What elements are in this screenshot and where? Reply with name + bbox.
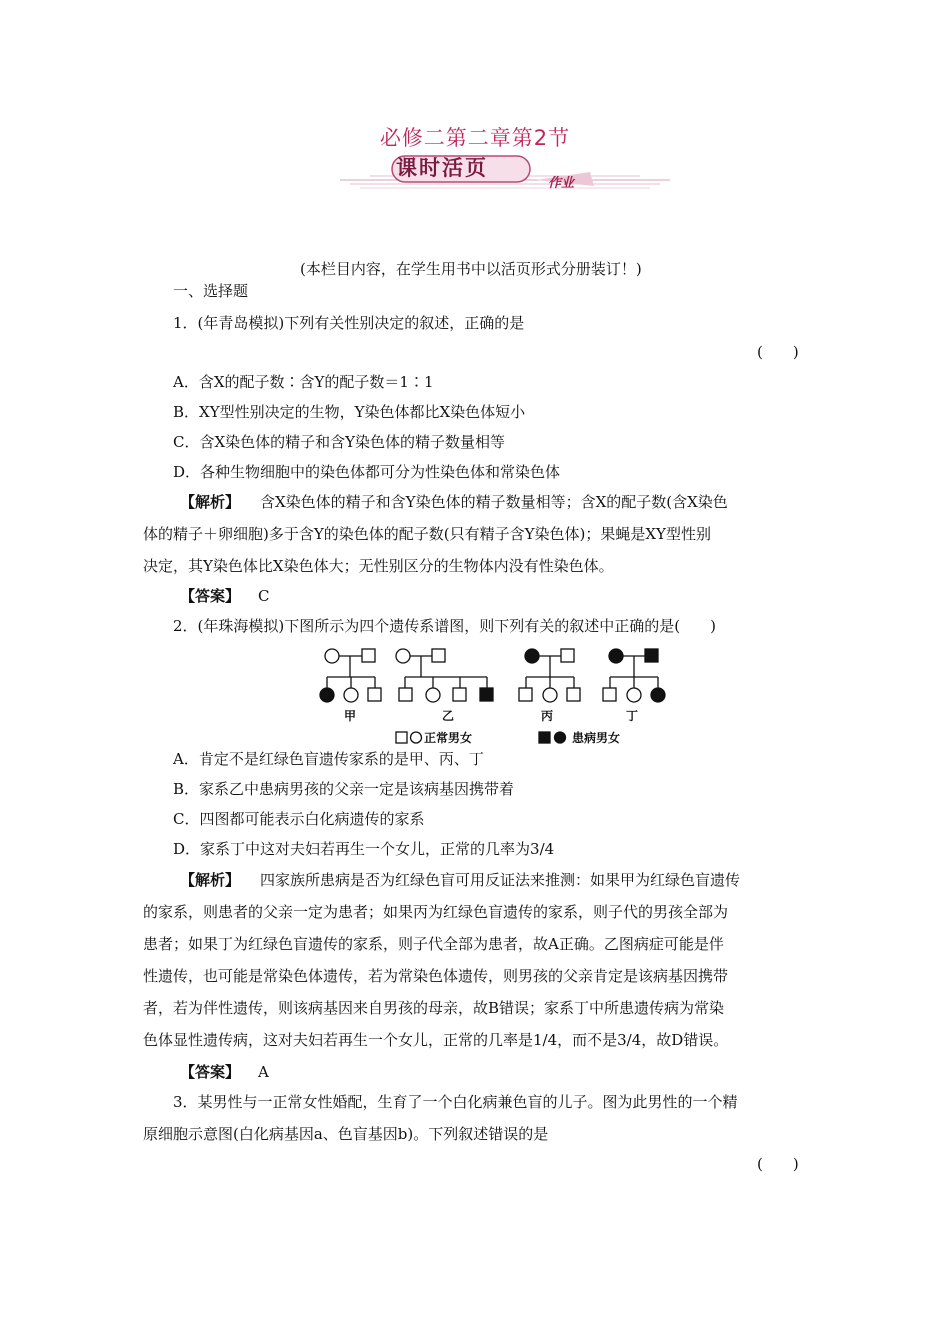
banner-decoration bbox=[340, 150, 670, 198]
q2-option-a: A．肯定不是红绿色盲遗传家系的是甲、丙、丁 bbox=[173, 750, 484, 768]
pedigree-jia bbox=[320, 649, 381, 702]
pedigree-label-jia: 甲 bbox=[344, 709, 357, 723]
pedigree-bing bbox=[519, 649, 580, 702]
q2-analysis-line: 者，若为伴性遗传，则该病基因来自男孩的母亲，故B错误；家系丁中所患遗传病为常染 bbox=[143, 999, 725, 1017]
q1-option-c: C．含X染色体的精子和含Y染色体的精子数量相等 bbox=[173, 433, 506, 451]
q3-stem-line: 3．某男性与一正常女性婚配，生育了一个白化病兼色盲的儿子。图为此男性的一个精 bbox=[173, 1093, 738, 1111]
pedigree-figure bbox=[310, 644, 680, 754]
binding-note: (本栏目内容，在学生用书中以活页形式分册装订！) bbox=[300, 260, 642, 278]
legend-affected-female-icon bbox=[555, 732, 566, 743]
q3-stem-line: 原细胞示意图(白化病基因a、色盲基因b)。下列叙述错误的是 bbox=[143, 1125, 549, 1143]
q1-option-b: B．XY型性别决定的生物，Y染色体都比X染色体短小 bbox=[173, 403, 526, 421]
q3-answer-paren: ( ) bbox=[757, 1155, 799, 1173]
pedigree-label-ding: 丁 bbox=[626, 709, 639, 723]
q2-analysis-line: 患者；如果丁为红绿色盲遗传的家系，则子代全部为患者，故A正确。乙图病症可能是伴 bbox=[143, 935, 724, 953]
q1-option-d: D．各种生物细胞中的染色体都可分为性染色体和常染色体 bbox=[173, 463, 561, 481]
legend-affected-label: 患病男女 bbox=[572, 731, 621, 745]
legend-normal-label: 正常男女 bbox=[424, 731, 473, 745]
legend-normal-female-icon bbox=[411, 732, 422, 743]
legend-normal-male-icon bbox=[396, 732, 407, 743]
section-heading: 一、选择题 bbox=[173, 282, 249, 300]
q1-analysis-line: 体的精子＋卵细胞)多于含Y的染色体的配子数(只有精子含Y染色体)；果蝇是XY型性别 bbox=[143, 525, 711, 543]
q1-analysis-label: 【解析】 bbox=[180, 493, 241, 511]
q2-analysis-line: 四家族所患病是否为红绿色盲可用反证法来推测：如果甲为红绿色盲遗传 bbox=[245, 871, 741, 889]
q1-answer-paren: ( ) bbox=[757, 343, 799, 361]
q1-option-a: A．含X的配子数∶含Y的配子数＝1∶1 bbox=[173, 373, 434, 391]
pedigree-label-yi: 乙 bbox=[442, 709, 455, 723]
q1-analysis-line: 含X染色体的精子和含Y染色体的精子数量相等；含X的配子数(含X染色 bbox=[245, 493, 728, 511]
q1-answer: C bbox=[258, 587, 270, 605]
legend-affected-male-icon bbox=[539, 732, 550, 743]
q2-option-c: C．四图都可能表示白化病遗传的家系 bbox=[173, 810, 425, 828]
banner-title: 课时活页 bbox=[396, 156, 488, 180]
pedigree-label-bing: 丙 bbox=[541, 709, 554, 723]
q2-analysis-line: 性遗传，也可能是常染色体遗传，若为常染色体遗传，则男孩的父亲肯定是该病基因携带 bbox=[143, 967, 729, 985]
q2-option-d: D．家系丁中这对夫妇若再生一个女儿，正常的几率为3/4 bbox=[173, 840, 555, 858]
q2-answer-label: 【答案】 bbox=[180, 1063, 241, 1081]
q2-option-b: B．家系乙中患病男孩的父亲一定是该病基因携带着 bbox=[173, 780, 515, 798]
page-title: 必修二第二章第2节 bbox=[379, 126, 571, 150]
q1-analysis-line: 决定，其Y染色体比X染色体大；无性别区分的生物体内没有性染色体。 bbox=[143, 557, 614, 575]
pedigree-yi bbox=[396, 649, 493, 702]
pedigree-ding bbox=[603, 649, 665, 702]
q2-analysis-line: 色体显性遗传病，这对夫妇若再生一个女儿，正常的几率是1/4，而不是3/4，故D错误。 bbox=[143, 1031, 729, 1049]
q1-answer-label: 【答案】 bbox=[180, 587, 241, 605]
q1-stem: 1．(年青岛模拟)下列有关性别决定的叙述，正确的是 bbox=[173, 314, 525, 332]
banner-subtitle: 作业 bbox=[548, 176, 575, 191]
q2-answer: A bbox=[258, 1063, 269, 1081]
q2-stem: 2．(年珠海模拟)下图所示为四个遗传系谱图，则下列有关的叙述中正确的是( ) bbox=[173, 617, 716, 635]
q2-analysis-label: 【解析】 bbox=[180, 871, 241, 889]
q2-analysis-line: 的家系，则患者的父亲一定为患者；如果丙为红绿色盲遗传的家系，则子代的男孩全部为 bbox=[143, 903, 729, 921]
